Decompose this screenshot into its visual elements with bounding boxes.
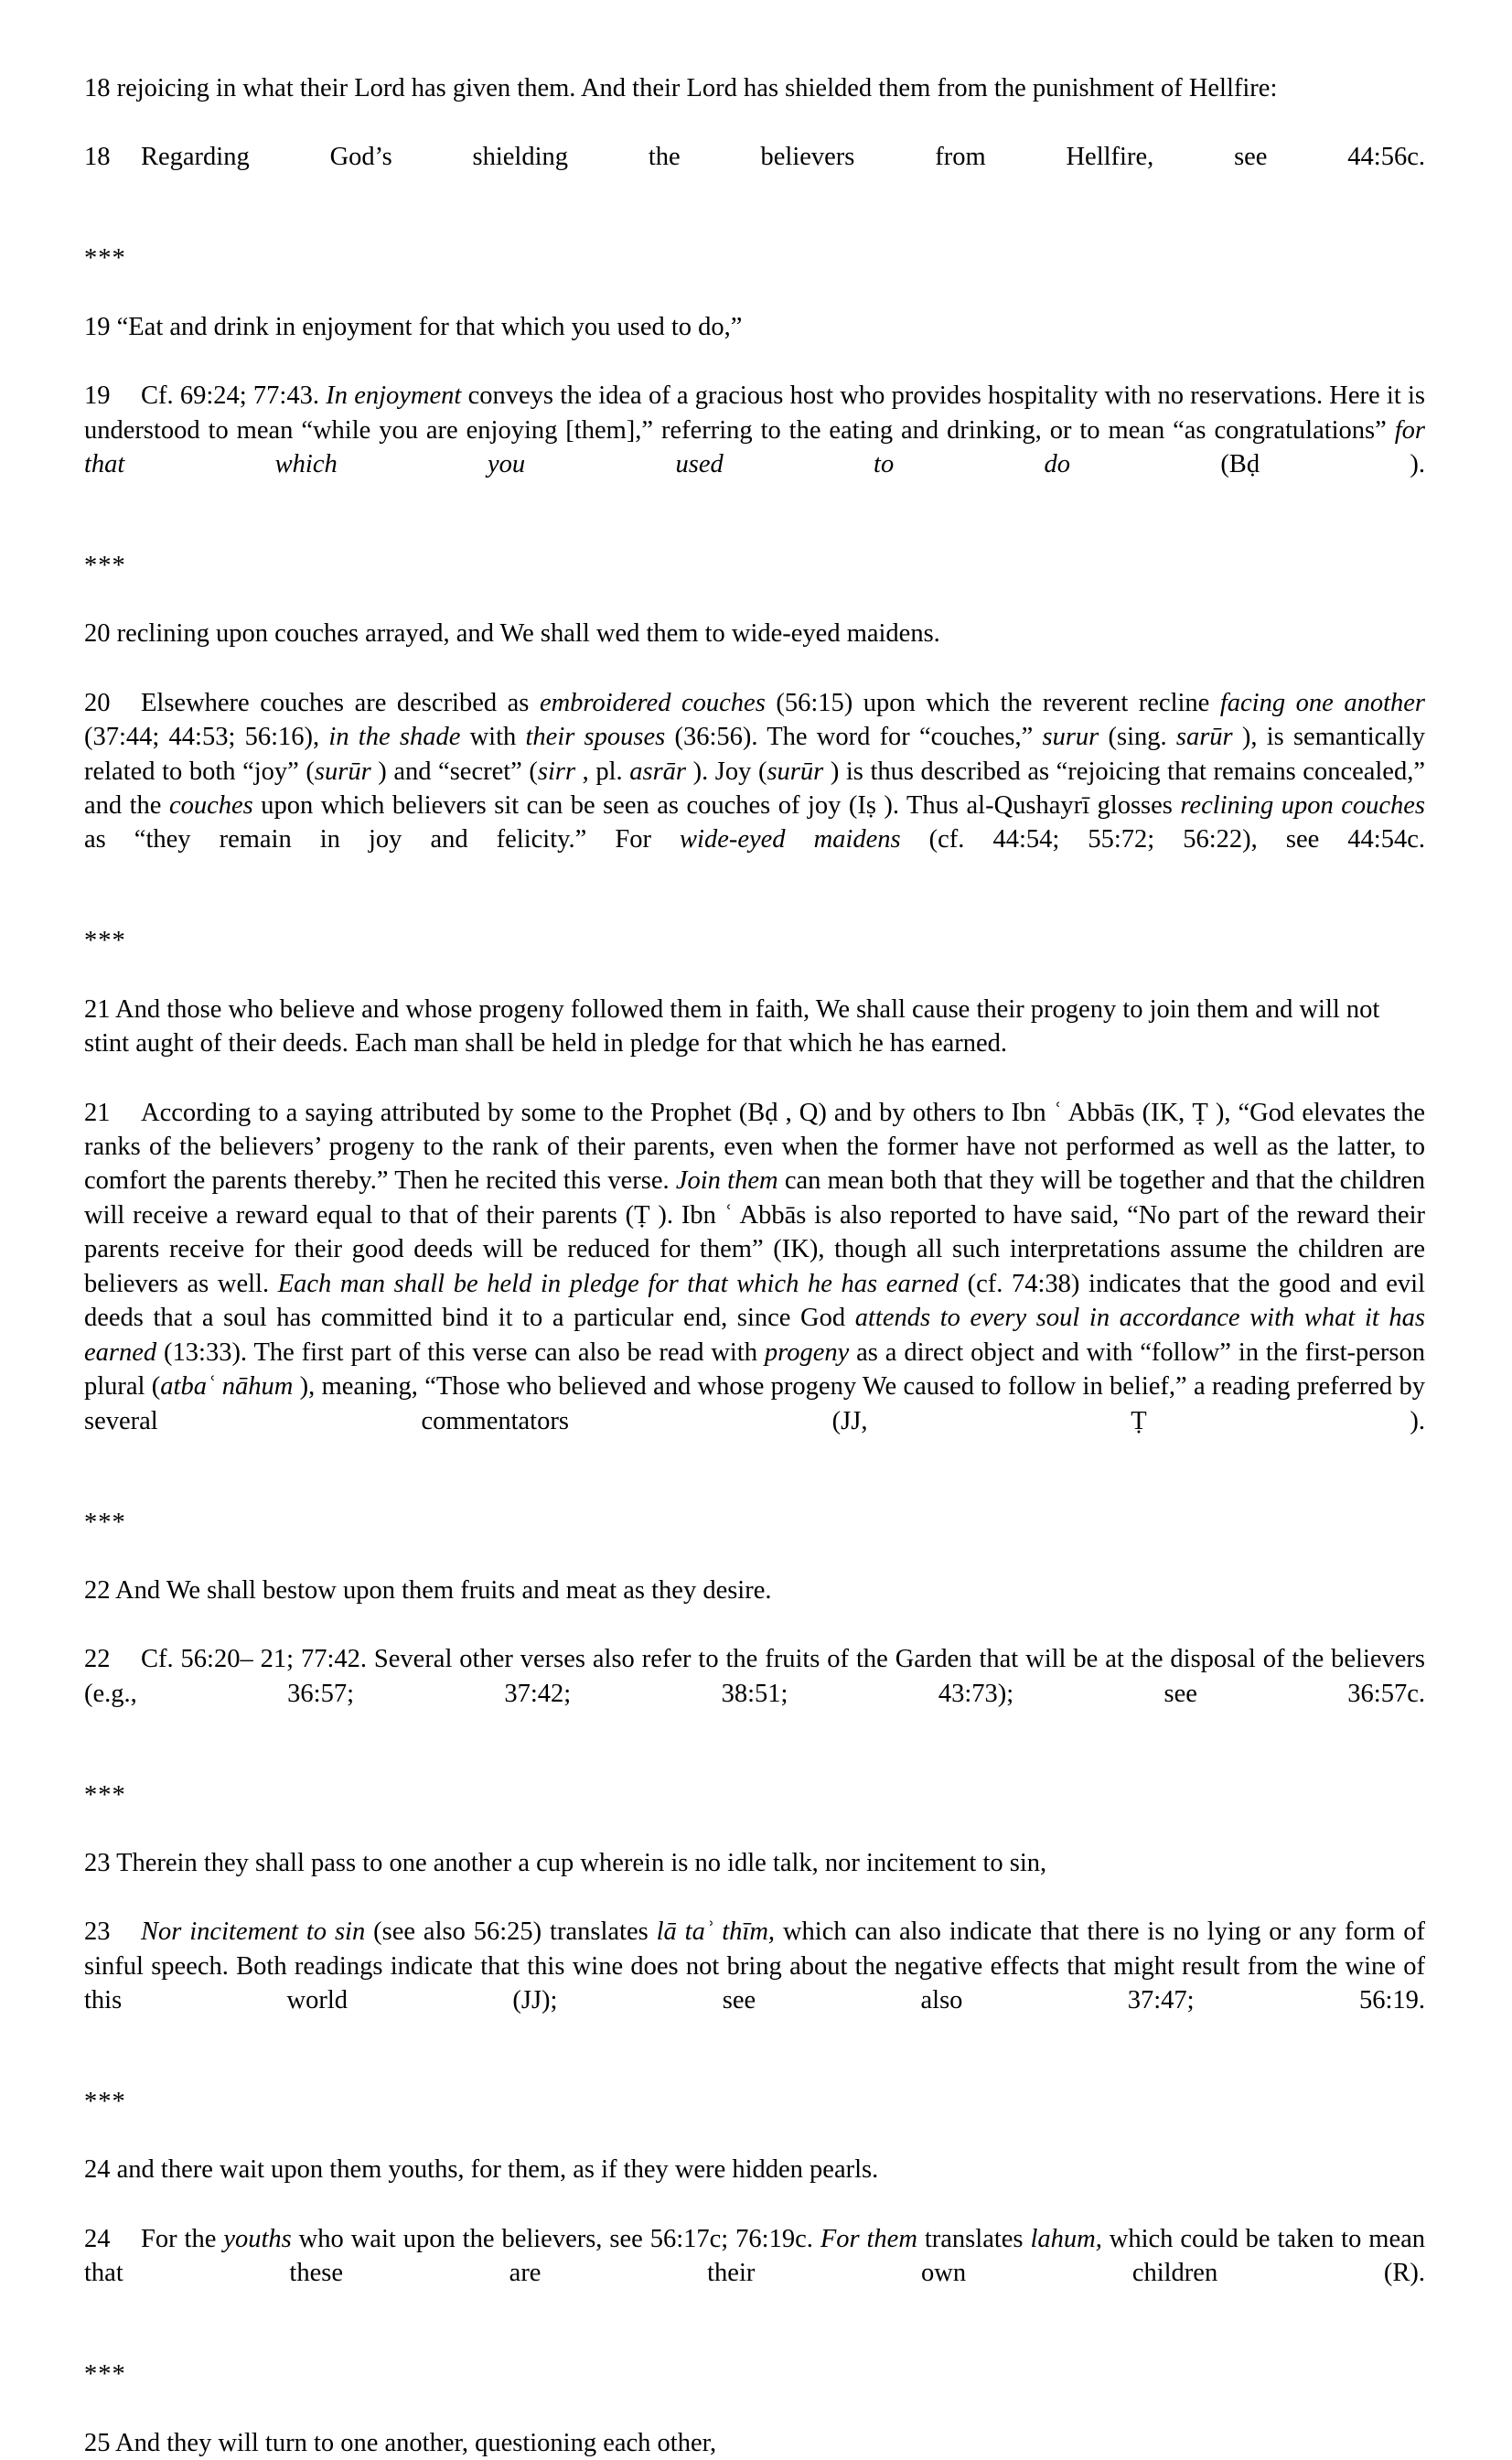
commentary-21-seg-2: can mean both that they will be together and that the children will receive a reward equal to that of their parents (Ṭ ). Ibn ʿ Abbās is also reported to have said, “No part of the reward their parents receive for their good deeds will be reduced for them” (IK), though all such interpretations assume the children are believers as well. <box>84 1166 1425 1298</box>
commentary-19-seg-1: In enjoyment <box>326 381 462 411</box>
commentary-20-seg-4: (37:44; 44:53; 56:16), <box>84 723 329 752</box>
commentary-18-text: Regarding God’s shielding the believers from Hellfire, see 44:56c. <box>141 143 1425 172</box>
page-content <box>84 71 1425 2460</box>
commentary-21-seg-0: According to a saying attributed by some to the Prophet (Bḍ , Q) and by others to Ibn ʿ Abbās (IK, Ṭ ), “God elevates the ranks of the believers’ progeny to the rank of their parents, even when the former have not performed as well as the latter, to comfort the parents thereby.” Then he recited this verse. <box>84 1098 1425 1196</box>
commentary-24-seg-2: who wait upon the believers, see 56:17c; 76:19c. <box>291 2224 820 2253</box>
commentary-19-seg-2: conveys the idea of a gracious host who provides hospitality with no reservations. Here it is understood to mean “while you are enjoying [them],” referring to the eating and drinking, or to mean “as congratulations” <box>84 381 1426 445</box>
commentary-20-seg-3: facing one another <box>1219 688 1425 717</box>
verse-23: 23 Therein they shall pass to one another a cup wherein is no idle talk, nor incitement to sin, <box>84 1848 1047 1877</box>
commentary-21-seg-8: as a direct object and with “follow” in the first-person plural ( <box>84 1337 1426 1402</box>
commentary-20-seg-15: sirr <box>537 757 576 786</box>
commentary-20-text <box>84 689 1425 854</box>
commentary-20-seg-2: (56:15) upon which the reverent recline <box>765 688 1220 717</box>
commentary-24-seg-3: For them <box>820 2224 917 2253</box>
commentary-24-number: 24 <box>84 2224 111 2253</box>
commentary-19-seg-0: Cf. 69:24; 77:43. <box>141 381 327 411</box>
commentary-21-seg-3: Each man shall be held in pledge for that which he has earned <box>277 1269 959 1298</box>
commentary-21-number: 21 <box>84 1098 111 1127</box>
commentary-22 <box>84 1642 1425 1745</box>
verse-21: 21 And those who believe and whose progeny followed them in faith, We shall cause their progeny to join them and will not stint aught of their deeds. Each man shall be held in pledge for that which he has earned. <box>84 994 1380 1058</box>
commentary-19-seg-4: (Bḍ ). <box>1070 450 1425 478</box>
commentary-20-seg-11: sarūr <box>1175 723 1233 752</box>
verse-20: 20 reclining upon couches arrayed, and We shall wed them to wide-eyed maidens. <box>84 619 940 649</box>
commentary-23 <box>84 1915 1425 2052</box>
divider-7: *** <box>84 2360 126 2390</box>
verse-25: 25 And they will turn to one another, questioning each other, <box>84 2428 717 2457</box>
commentary-19-text <box>84 381 1425 478</box>
commentary-21-seg-10: ), meaning, “Those who believed and whose progeny We caused to follow in belief,” a reading preferred by several commentators (JJ, Ṭ ). <box>84 1372 1425 1435</box>
commentary-23-text <box>84 1918 1425 2014</box>
commentary-20-seg-17: asrār <box>629 757 687 786</box>
commentary-21-text <box>84 1099 1425 1435</box>
commentary-21-seg-4: (cf. 74:38) indicates that the good and evil deeds that a soul has committed bind it to a particular end, since God <box>84 1269 1425 1333</box>
commentary-20-seg-24: as “they remain in joy and felicity.” For <box>84 825 681 854</box>
commentary-24-seg-1: youths <box>223 2224 292 2253</box>
commentary-24-seg-4: translates <box>917 2224 1031 2253</box>
commentary-20-seg-0: Elsewhere couches are described as <box>141 688 540 717</box>
commentary-23-number: 23 <box>84 1918 111 1947</box>
commentary-20-number: 20 <box>84 688 111 717</box>
commentary-19 <box>84 379 1425 516</box>
commentary-20-seg-26: (cf. 44:54; 55:72; 56:22), see 44:54c. <box>900 825 1425 854</box>
commentary-20-seg-5: in the shade <box>328 723 461 752</box>
commentary-21-seg-5: attends to every soul in accordance with what it has earned <box>84 1304 1426 1367</box>
commentary-20-seg-13: surūr <box>314 757 371 786</box>
commentary-23-seg-1: (see also 56:25) translates <box>365 1918 657 1947</box>
commentary-20-seg-23: reclining upon couches <box>1180 791 1426 820</box>
commentary-20-seg-25: wide-eyed maidens <box>680 825 901 854</box>
divider-5: *** <box>84 1780 126 1810</box>
commentary-20-seg-21: couches <box>168 791 253 820</box>
commentary-20-seg-1: embroidered couches <box>539 688 766 717</box>
commentary-20 <box>84 686 1425 892</box>
commentary-21-seg-7: progeny <box>764 1337 850 1367</box>
commentary-24-seg-5: lahum, <box>1030 2224 1102 2253</box>
commentary-24-seg-0: For the <box>141 2224 224 2253</box>
commentary-18 <box>84 140 1425 209</box>
commentary-20-seg-10: (sing. <box>1099 723 1176 752</box>
commentary-20-seg-19: surūr <box>767 757 824 786</box>
commentary-21-seg-1: Join them <box>675 1166 778 1196</box>
commentary-20-seg-6: with <box>460 723 526 752</box>
commentary-21-seg-9: atbaʿ nāhum <box>160 1372 294 1402</box>
commentary-19-seg-3: for that which you used to do <box>84 415 1425 478</box>
commentary-22-text: Cf. 56:20– 21; 77:42. Several other verses also refer to the fruits of the Garden that will be at the disposal of the believers (e.g., 36:57; 37:42; 38:51; 43:73); see 36:57c. <box>84 1645 1425 1708</box>
commentary-24-text <box>84 2225 1425 2287</box>
divider-3: *** <box>84 927 126 956</box>
commentary-20-seg-12: ), is semantically related to both “joy” ( <box>84 723 1425 786</box>
divider-6: *** <box>84 2088 126 2117</box>
commentary-23-seg-3: which can also indicate that there is no lying or any form of sinful speech. Both readings indicate that this wine does not bring about the negative effects that might result from the wine of this world (JJ); see also 37:47; 56:19. <box>84 1918 1426 2015</box>
divider-1: *** <box>84 244 126 274</box>
commentary-20-seg-16: , pl. <box>575 757 630 786</box>
commentary-23-seg-2: lā taʾ thīm, <box>656 1918 776 1947</box>
commentary-24-seg-6: which could be taken to mean that these are their own children (R). <box>84 2224 1425 2288</box>
commentary-20-seg-14: ) and “secret” ( <box>370 757 538 786</box>
commentary-20-seg-18: ). Joy ( <box>686 757 767 786</box>
commentary-20-seg-8: (36:56). The word for “couches,” <box>665 723 1043 752</box>
commentary-21 <box>84 1096 1425 1473</box>
commentary-20-seg-7: their spouses <box>525 723 666 752</box>
commentary-23-seg-0: Nor incitement to sin <box>141 1918 366 1947</box>
divider-4: *** <box>84 1508 126 1537</box>
commentary-20-seg-9: surur <box>1042 723 1099 752</box>
commentary-20-seg-22: upon which believers sit can be seen as couches of joy (Iṣ ). Thus al-Qushayrī glosses <box>252 791 1181 820</box>
commentary-20-seg-20: ) is thus described as “rejoicing that remains concealed,” and the <box>84 757 1425 820</box>
commentary-24 <box>84 2222 1425 2325</box>
commentary-22-number: 22 <box>84 1645 111 1674</box>
verse-24: 24 and there wait upon them youths, for them, as if they were hidden pearls. <box>84 2155 879 2185</box>
verse-18: 18 rejoicing in what their Lord has given them. And their Lord has shielded them from the punishment of Hellfire: <box>84 74 1278 102</box>
commentary-18-number: 18 <box>84 143 111 172</box>
verse-19: 19 “Eat and drink in enjoyment for that which you used to do,” <box>84 312 743 341</box>
verse-22: 22 And We shall bestow upon them fruits and meat as they desire. <box>84 1575 772 1605</box>
commentary-19-number: 19 <box>84 381 111 411</box>
divider-2: *** <box>84 551 126 580</box>
commentary-21-seg-6: (13:33). The first part of this verse can also be read with <box>156 1337 765 1367</box>
